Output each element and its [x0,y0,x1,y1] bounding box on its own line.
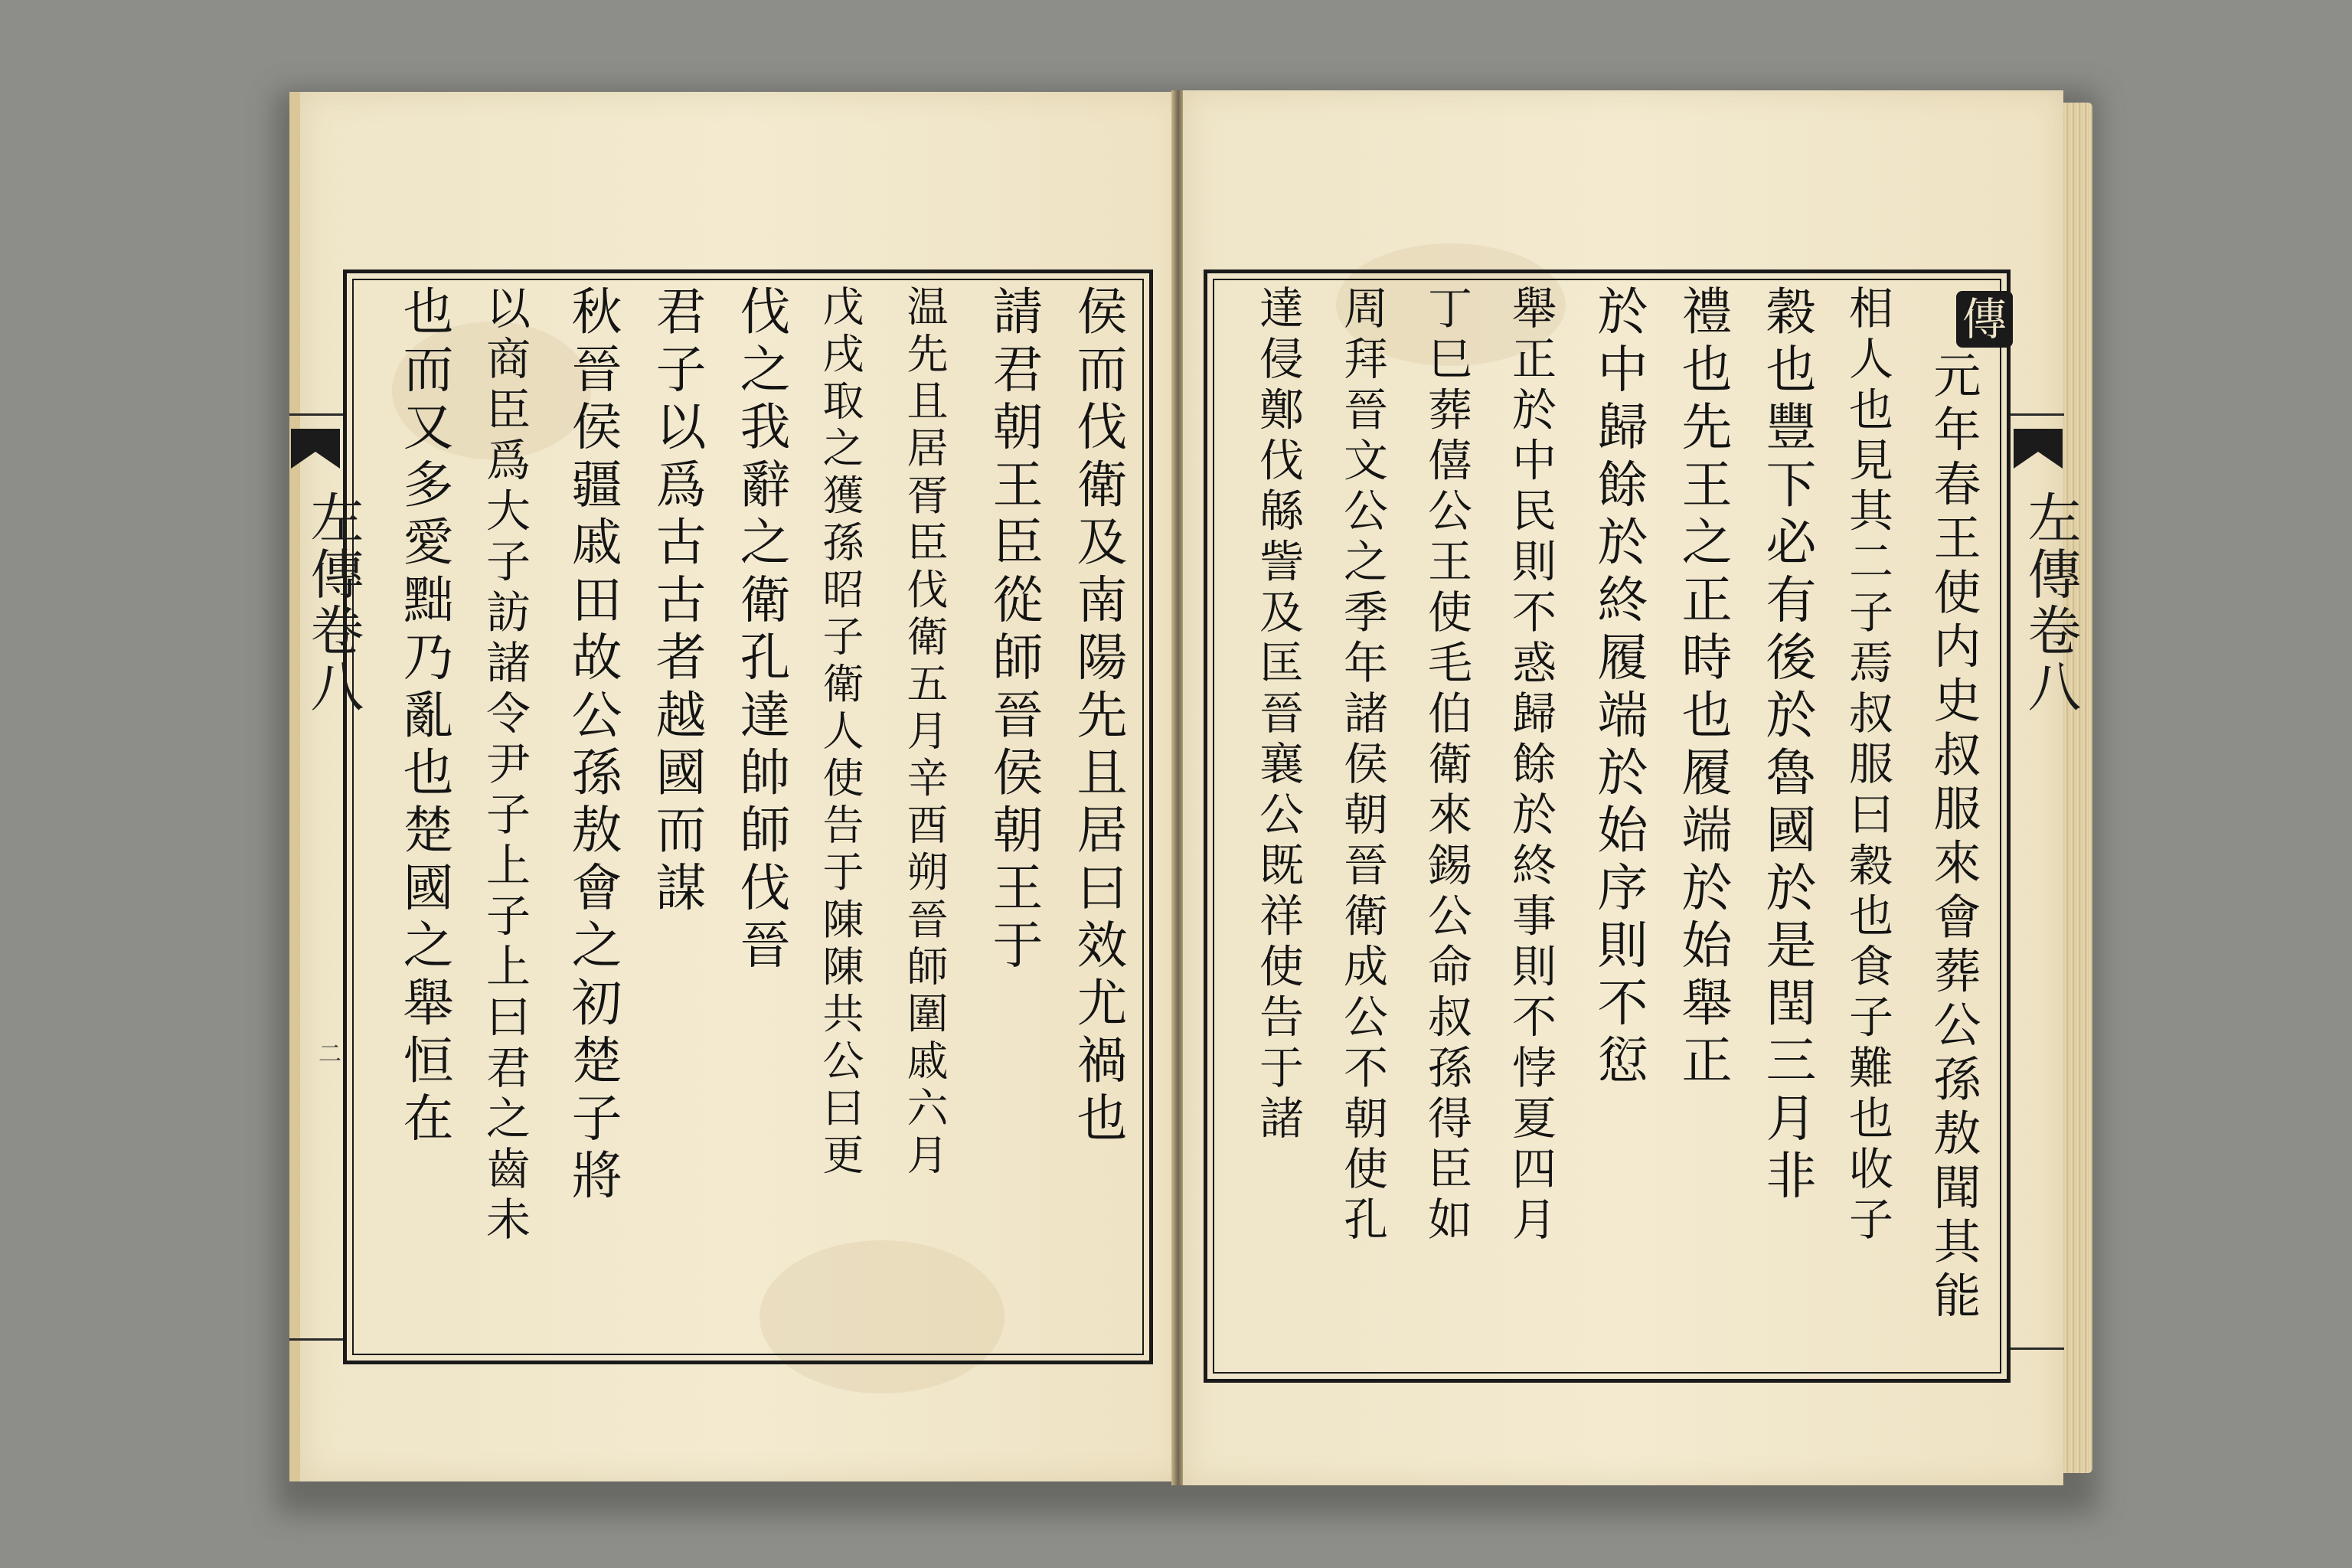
right-column-6: 舉正於中民則不惑歸餘於終事則不悖夏四月 [1504,285,1557,1247]
left-column-6: 君子以爲古古者越國而謀 [647,285,706,919]
left-column-3: 温先且居胥臣伐衛五月辛酉朔晉師圍戚六月 [900,285,949,1181]
right-ledger-line-top [2011,413,2064,416]
right-ledger-line-bottom [2011,1348,2064,1350]
left-column-7: 秋晉侯疆戚田故公孫敖會之初楚子將 [563,285,622,1207]
left-folio: 二 [314,1041,341,1064]
chuan-badge: 傳 [1956,291,2013,348]
left-column-5: 伐之我辭之衛孔達帥師伐晉 [731,285,790,976]
left-column-9: 也而又多愛黜乃亂也楚國之舉恒在 [394,285,453,1149]
left-column-4: 戊戌取之獲孫昭子衛人使告于陳陳共公曰更 [816,285,864,1181]
left-sidebar-title: 左傳卷八 [302,490,364,715]
right-column-7: 丁巳葬僖公王使毛伯衛來錫公命叔孫得臣如 [1420,285,1472,1247]
right-fishtail-icon [2014,429,2063,469]
left-ledger-line-bottom [289,1338,343,1341]
right-column-4: 禮也先王之正時也履端於始舉正 [1673,285,1732,1092]
right-column-1: 元年春王使内史叔服來會葬公孫敖聞其能 [1926,351,1981,1325]
right-column-9: 達侵鄭伐緜訾及匡晉襄公既祥使告于諸 [1252,285,1304,1146]
left-fishtail-icon [291,429,340,469]
left-ledger-line-top [289,413,343,416]
right-sidebar-title: 左傳卷八 [2019,490,2082,715]
left-column-2: 請君朝王臣從師晉侯朝王于 [984,285,1043,976]
page-edges [2063,103,2092,1473]
right-column-5: 於中歸餘於終履端於始序則不愆 [1589,285,1648,1092]
right-column-8: 周拜晉文公之季年諸侯朝晉衛成公不朝使孔 [1336,285,1388,1247]
left-column-1: 侯而伐衛及南陽先且居曰效尤禍也 [1068,285,1127,1149]
right-column-3: 穀也豐下必有後於魯國於是閏三月非 [1757,285,1816,1207]
right-column-2: 相人也見其二子焉叔服曰穀也食子難也收子 [1841,285,1893,1247]
left-column-8: 以商臣爲大子訪諸令尹子上子上曰君之齒未 [479,285,531,1247]
